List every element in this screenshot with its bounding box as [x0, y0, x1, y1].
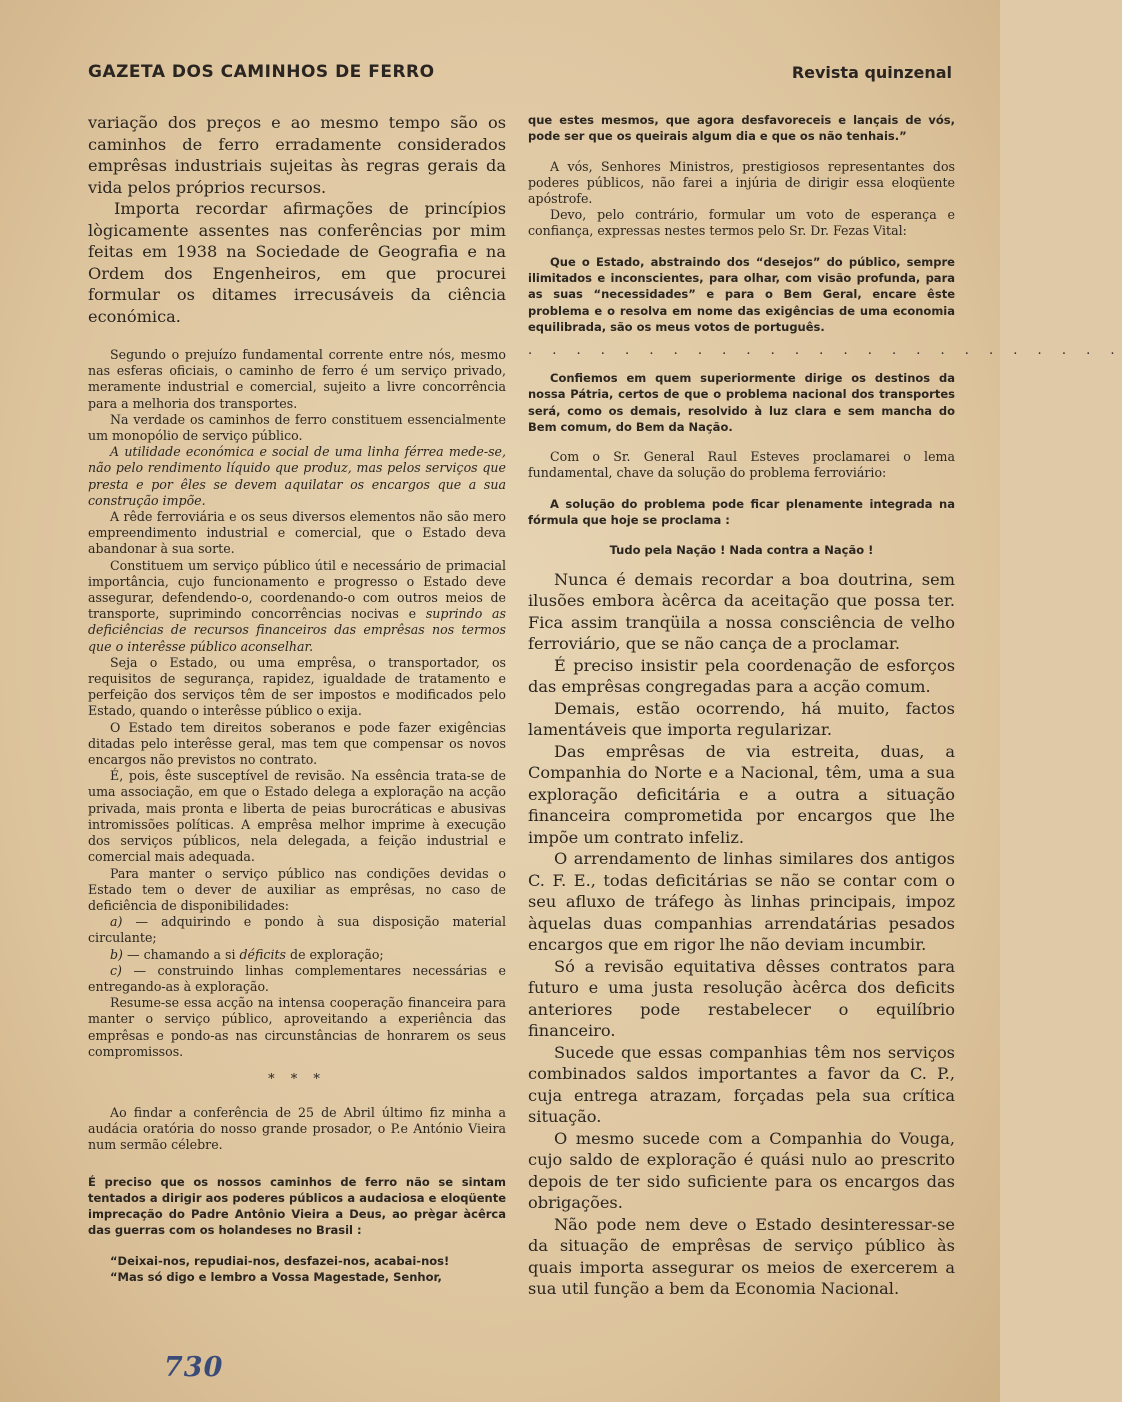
- bold-paragraph: Confiemos em quem superiormente dirige os destinos da nossa Pátria, certos de que o problema nacional dos transportes será, como os demais, resolvido à luz clara e sem mancha do Bem comum, do Bem da Nação.: [528, 371, 955, 434]
- paragraph: Importa recordar afirmações de princípios lògicamente assentes nas conferências por mim feitas em 1938 na Sociedade de Geografia e na Ordem dos Engenheiros, em que procurei formular os ditames irrecusáveis da ciência económica.: [88, 199, 506, 326]
- journal-subtitle: Revista quinzenal: [791, 63, 952, 82]
- italic-text: A utilidade económica e social de uma linha férrea mede-se, não pelo rendimento líquido que produz, mas pelos serviços que presta e por êles se devem aquilatar os encargos que a sua construção impõe.: [88, 444, 506, 508]
- list-item: [88, 963, 506, 995]
- running-header: [88, 52, 952, 82]
- paragraph: Devo, pelo contrário, formular um voto de esperança e confiança, expressas nestes termos pelo Sr. Dr. Fezas Vital:: [528, 207, 955, 239]
- list-text: — construindo linhas complementares necessárias e entregando-as à exploração.: [88, 962, 506, 994]
- right-column: [528, 112, 1122, 1327]
- quote-line: “Deixai-nos, repudiai-nos, desfazei-nos, acabai-nos!: [110, 1253, 450, 1268]
- list-marker: b): [110, 946, 123, 962]
- paragraph: Nunca é demais recordar a boa doutrina, sem ilusões embora àcêrca da aceitação que possa ter. Fica assim tranqüila a nossa consciência de velho ferroviário, que se não cança de a proclamar.: [528, 569, 955, 654]
- page-number: 730: [164, 1352, 224, 1383]
- paragraph: Só a revisão equitativa dêsses contratos para futuro e uma justa resolução àcêrca dos deficits anteriores pode restabelecer o equilíbrio financeiro.: [528, 956, 955, 1041]
- quoted-paragraph-italic: [88, 444, 506, 509]
- list-item: [88, 947, 506, 963]
- motto: Tudo pela Nação ! Nada contra a Nação !: [609, 543, 874, 558]
- paragraph: Das emprêsas de via estreita, duas, a Companhia do Norte e a Nacional, têm, uma a sua exploração deficitária e a outra a situação financeira comprometida por encargos que lhe impõe um contrato infeliz.: [528, 741, 955, 847]
- list-marker: c): [110, 962, 122, 978]
- quoted-paragraph: É, pois, êste susceptível de revisão. Na essência trata-se de uma associação, em que o Estado delega a exploração na acção privada, mais pronta e liberta de peias burocráticas e abusivas intromissões políticas. A emprêsa melhor imprime à execução dos serviços públicos, nela delegada, a feição industrial e comercial mais adequada.: [88, 768, 506, 865]
- section-separator: * * *: [268, 1071, 326, 1087]
- list-item: [88, 914, 506, 946]
- bold-paragraph: que estes mesmos, que agora desfavoreceis e lançais de vós, pode ser que os queirais algum dia e que os não tenhais.”: [528, 113, 955, 144]
- paragraph: Com o Sr. General Raul Esteves proclamarei o lema fundamental, chave da solução do problema ferroviário:: [528, 449, 955, 481]
- bold-paragraph: Que o Estado, abstraindo dos “desejos” do público, sempre ilimitados e inconscientes, para olhar, com visão profunda, para as suas “necessidades” e para o Bem Geral, encare êste problema e o resolva em nome das exigências de uma economia equilibrada, são os meus votos de português.: [528, 254, 955, 334]
- quoted-paragraph: A rêde ferroviária e os seus diversos elementos não são mero empreendimento industrial e comercial, que o Estado deva abandonar à sua sorte.: [88, 509, 506, 557]
- quoted-paragraph: Para manter o serviço público nas condições devidas o Estado tem o dever de auxiliar as emprêsas, no caso de deficiência de disponibilidades:: [88, 865, 506, 913]
- quoted-paragraph: [88, 558, 506, 655]
- list-text: — adquirindo e pondo à sua disposição material circulante;: [88, 914, 506, 946]
- paragraph: A vós, Senhores Ministros, prestigiosos representantes dos poderes públicos, não farei a injúria de dirigir essa eloqüente apóstrofe.: [528, 158, 955, 206]
- quoted-paragraph: O Estado tem direitos soberanos e pode fazer exigências ditadas pelo interêsse geral, mas tem que compensar os novos encargos não previstos no contrato.: [88, 719, 506, 768]
- journal-title: GAZETA DOS CAMINHOS DE FERRO: [88, 62, 435, 82]
- dotted-separator: . . . . . . . . . . . . . . . . . . . . . . . . .: [528, 343, 1122, 359]
- list-marker: a): [110, 914, 123, 930]
- quoted-paragraph: Segundo o prejuízo fundamental corrente entre nós, mesmo nas esferas oficiais, o caminho de ferro é um serviço privado, meramente industrial e comercial, sujeito a livre concorrência para a melhoria dos transportes.: [88, 347, 506, 411]
- quoted-paragraph: Resume-se essa acção na intensa cooperação financeira para manter o serviço público, aproveitando a experiência das emprêsas e pondo-as nas circunstâncias de honrarem os seus compromissos.: [88, 995, 506, 1059]
- paragraph: variação dos preços e ao mesmo tempo são os caminhos de ferro erradamente considerados emprêsas industriais sujeitas às regras gerais da vida pelos próprios recursos.: [88, 113, 506, 197]
- paragraph: O arrendamento de linhas similares dos antigos C. F. E., todas deficitárias se não se contar com o seu afluxo de tráfego às linhas principais, impoz àquelas duas companhias arrendatárias pesados encargos que em rigor lhe não deviam incumbir.: [528, 849, 955, 955]
- paragraph: Não pode nem deve o Estado desinteressar-se da situação de emprêsas de serviço público às quais importa assegurar os meios de exercerem a sua util função a bem da Economia Nacional.: [528, 1214, 955, 1299]
- text-run: Constituem um serviço público útil e necessário de primacial importância, cujo funcionamento e progresso o Estado deve assegurar, defendendo-o, coordenando-o com outros meios de transporte, suprimindo concorrências nocivas e: [88, 557, 506, 622]
- bold-paragraph: A solução do problema pode ficar plenamente integrada na fórmula que hoje se proclama :: [528, 496, 955, 527]
- list-text: — chamando a si: [122, 946, 240, 962]
- paragraph: Sucede que essas companhias têm nos serviços combinados saldos importantes a favor da C. P., cuja entrega atrazam, forçadas pela sua crítica situação.: [528, 1042, 955, 1127]
- paragraph: Ao findar a conferência de 25 de Abril último fiz minha a audácia oratória do nosso grande prosador, o P.e António Vieira num sermão célebre.: [88, 1104, 506, 1153]
- quoted-paragraph: Na verdade os caminhos de ferro constituem essencialmente um monopólio de serviço público.: [88, 411, 506, 444]
- quote-line: “Mas só digo e lembro a Vossa Magestade, Senhor,: [110, 1270, 442, 1285]
- paragraph: Demais, estão ocorrendo, há muito, factos lamentáveis que importa regularizar.: [528, 698, 955, 740]
- list-text: de exploração;: [286, 946, 384, 962]
- left-column: [88, 112, 506, 1322]
- paragraph: O mesmo sucede com a Companhia do Vouga, cujo saldo de exploração é quási nulo ao prescrito depois de ter sido suficiente para os encargos das obrigações.: [528, 1128, 955, 1213]
- bold-paragraph: É preciso que os nossos caminhos de ferro não se sintam tentados a dirigir aos poderes públicos a audaciosa e eloqüente imprecação do Padre Antônio Vieira a Deus, ao prègar àcêrca das guerras com os holandeses no Brasil :: [88, 1174, 506, 1238]
- italic-text: déficits: [239, 946, 287, 962]
- italic-text: suprindo as deficiências de recursos financeiros das emprêsas nos termos que o interêsse público aconselhar.: [88, 606, 506, 654]
- paragraph: É preciso insistir pela coordenação de esforços das emprêsas congregadas para a acção comum.: [528, 655, 955, 697]
- quoted-paragraph: Seja o Estado, ou uma emprêsa, o transportador, os requisitos de segurança, rapidez, igualdade de tratamento e perfeição dos serviços têm de ser impostos e modificados pelo Estado, quando o interêsse público o exija.: [88, 654, 506, 719]
